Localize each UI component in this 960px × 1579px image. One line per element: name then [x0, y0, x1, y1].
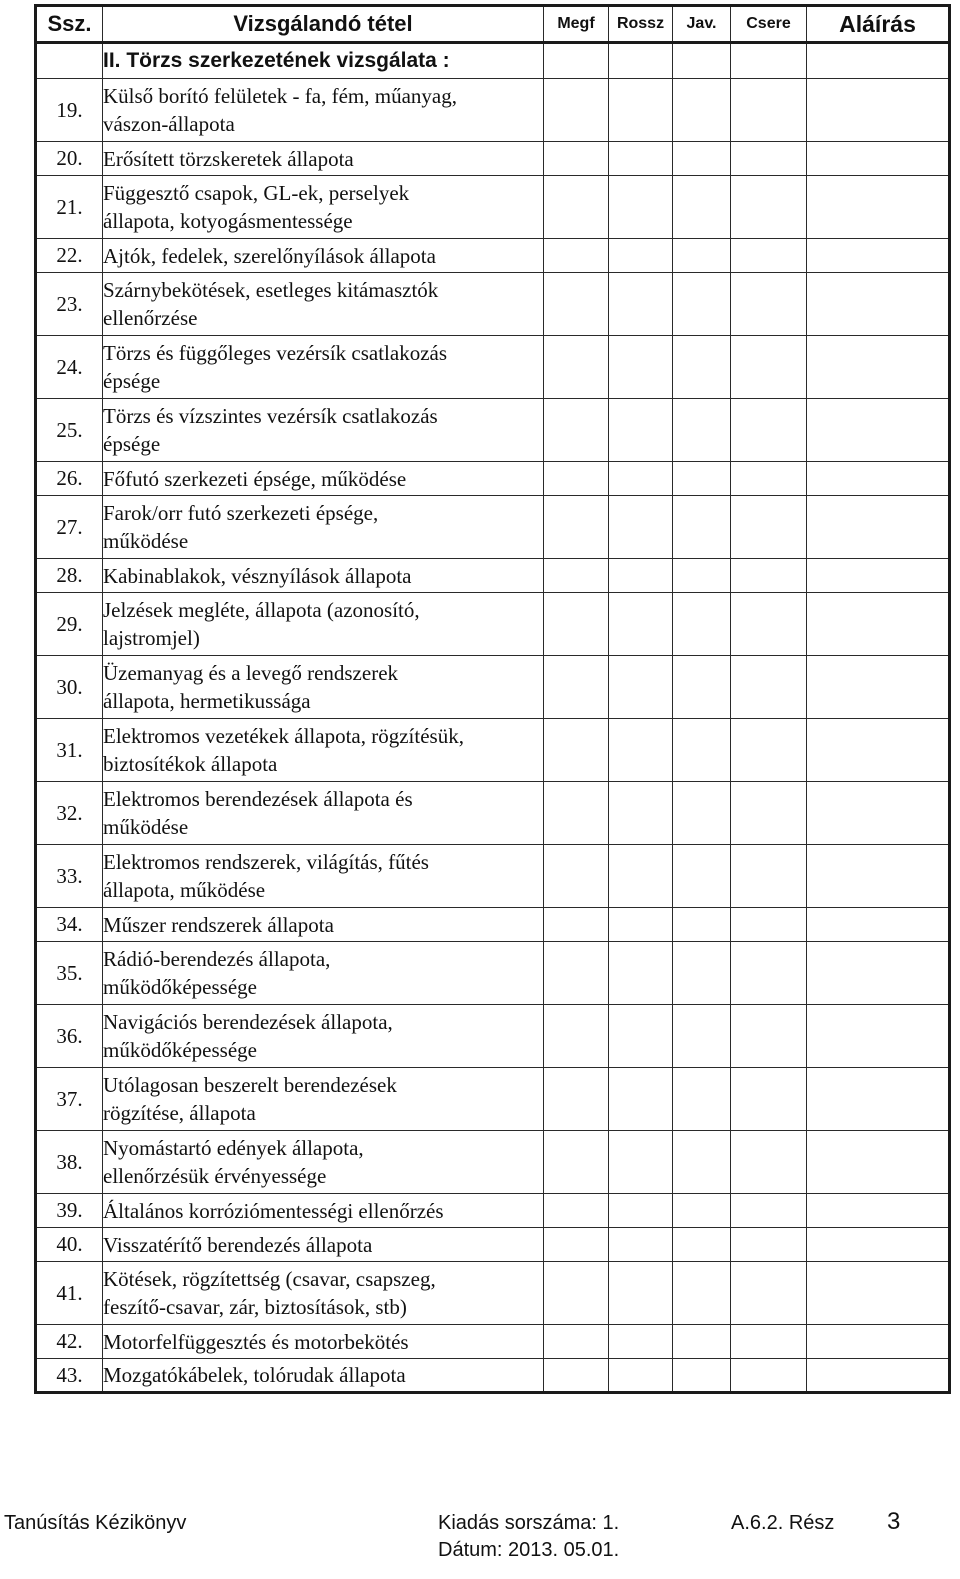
page-footer — [0, 1508, 960, 1568]
row-item — [103, 559, 544, 593]
row-item — [103, 239, 544, 273]
section-title: II. Törzs szerkezetének vizsgálata : — [103, 43, 544, 79]
row-item-line: Törzs és függőleges vezérsík csatlakozás — [103, 341, 448, 365]
row-item-line: ellenőrzésük érvényessége — [103, 1164, 327, 1188]
signature-cell[interactable] — [807, 782, 950, 845]
check-repair-cell[interactable] — [673, 79, 731, 142]
signature-cell[interactable] — [807, 908, 950, 942]
table-row — [36, 1228, 950, 1262]
row-item-line: rögzítése, állapota — [103, 1101, 256, 1125]
check-repair-cell[interactable] — [673, 1228, 731, 1262]
table-row — [36, 1359, 950, 1393]
check-replace-cell[interactable] — [731, 336, 807, 399]
row-number: 34. — [36, 908, 103, 942]
check-replace-cell[interactable] — [731, 142, 807, 176]
row-number: 24. — [36, 336, 103, 399]
table-row — [36, 593, 950, 656]
signature-cell[interactable] — [807, 336, 950, 399]
signature-cell[interactable] — [807, 942, 950, 1005]
row-number: 40. — [36, 1228, 103, 1262]
table-row — [36, 782, 950, 845]
footer-edition: Kiadás sorszáma: 1. — [438, 1512, 620, 1534]
check-bad-cell[interactable] — [609, 559, 673, 593]
row-number: 38. — [36, 1131, 103, 1194]
row-item-line: Jelzések megléte, állapota (azonosító, — [103, 598, 420, 622]
row-number: 39. — [36, 1194, 103, 1228]
row-number: 28. — [36, 559, 103, 593]
check-ok-cell[interactable] — [544, 593, 609, 656]
signature-cell[interactable] — [807, 1194, 950, 1228]
row-item — [103, 942, 544, 1005]
signature-cell[interactable] — [807, 496, 950, 559]
table-row — [36, 1005, 950, 1068]
check-repair-cell[interactable] — [673, 1194, 731, 1228]
row-item-line: állapota, hermetikussága — [103, 689, 311, 713]
check-repair-cell[interactable] — [673, 656, 731, 719]
row-item — [103, 142, 544, 176]
row-item — [103, 496, 544, 559]
check-ok-cell[interactable] — [544, 719, 609, 782]
table-row — [36, 1194, 950, 1228]
check-cell — [609, 43, 673, 79]
row-item — [103, 593, 544, 656]
signature-cell[interactable] — [807, 1228, 950, 1262]
check-ok-cell[interactable] — [544, 399, 609, 462]
footer-page-number: 3 — [887, 1508, 901, 1535]
table-row — [36, 845, 950, 908]
check-replace-cell[interactable] — [731, 1325, 807, 1359]
row-item-line: állapota, kotyogásmentessége — [103, 209, 353, 233]
table-row — [36, 908, 950, 942]
check-bad-cell[interactable] — [609, 719, 673, 782]
check-repair-cell[interactable] — [673, 593, 731, 656]
check-bad-cell[interactable] — [609, 1325, 673, 1359]
check-ok-cell[interactable] — [544, 239, 609, 273]
check-replace-cell[interactable] — [731, 719, 807, 782]
check-replace-cell[interactable] — [731, 176, 807, 239]
row-item-line: Kötések, rögzítettség (csavar, csapszeg, — [103, 1267, 436, 1291]
check-repair-cell[interactable] — [673, 782, 731, 845]
check-ok-cell[interactable] — [544, 142, 609, 176]
row-item — [103, 462, 544, 496]
row-item-line: Rádió-berendezés állapota, — [103, 947, 331, 971]
header-bad: Rossz — [609, 6, 673, 43]
check-replace-cell[interactable] — [731, 559, 807, 593]
row-item-line: Visszatérítő berendezés állapota — [103, 1232, 373, 1257]
check-bad-cell[interactable] — [609, 399, 673, 462]
check-repair-cell[interactable] — [673, 336, 731, 399]
check-cell — [731, 43, 807, 79]
check-ok-cell[interactable] — [544, 1262, 609, 1325]
signature-cell[interactable] — [807, 719, 950, 782]
check-ok-cell[interactable] — [544, 782, 609, 845]
row-item — [103, 399, 544, 462]
footer-manual: Tanúsítás Kézikönyv — [4, 1512, 187, 1534]
row-number: 22. — [36, 239, 103, 273]
row-item-line: ellenőrzése — [103, 306, 198, 330]
check-bad-cell[interactable] — [609, 142, 673, 176]
header-replace: Csere — [731, 6, 807, 43]
check-replace-cell[interactable] — [731, 1131, 807, 1194]
check-ok-cell[interactable] — [544, 1068, 609, 1131]
row-item-line: Elektromos rendszerek, világítás, fűtés — [103, 850, 429, 874]
signature-cell[interactable] — [807, 462, 950, 496]
check-repair-cell[interactable] — [673, 399, 731, 462]
footer-part: A.6.2. Rész — [731, 1512, 835, 1534]
check-bad-cell[interactable] — [609, 1228, 673, 1262]
row-number: 43. — [36, 1359, 103, 1393]
check-ok-cell[interactable] — [544, 1359, 609, 1393]
row-item — [103, 845, 544, 908]
check-bad-cell[interactable] — [609, 239, 673, 273]
row-number: 37. — [36, 1068, 103, 1131]
check-bad-cell[interactable] — [609, 336, 673, 399]
header-signature: Aláírás — [807, 6, 950, 43]
row-item-line: állapota, működése — [103, 878, 266, 902]
row-number: 19. — [36, 79, 103, 142]
row-item-line: Motorfelfüggesztés és motorbekötés — [103, 1329, 409, 1354]
row-item-line: működőképessége — [103, 1038, 257, 1062]
check-bad-cell[interactable] — [609, 1262, 673, 1325]
check-ok-cell[interactable] — [544, 273, 609, 336]
check-repair-cell[interactable] — [673, 719, 731, 782]
check-repair-cell[interactable] — [673, 239, 731, 273]
check-replace-cell[interactable] — [731, 1068, 807, 1131]
header-row — [36, 6, 950, 43]
check-repair-cell[interactable] — [673, 1262, 731, 1325]
row-item-line: Navigációs berendezések állapota, — [103, 1010, 393, 1034]
check-replace-cell[interactable] — [731, 782, 807, 845]
row-item — [103, 656, 544, 719]
table-row — [36, 1262, 950, 1325]
row-number: 21. — [36, 176, 103, 239]
check-repair-cell[interactable] — [673, 1131, 731, 1194]
check-replace-cell[interactable] — [731, 1005, 807, 1068]
row-item-line: Utólagosan beszerelt berendezések — [103, 1073, 397, 1097]
check-replace-cell[interactable] — [731, 1262, 807, 1325]
table-row — [36, 719, 950, 782]
row-item-line: Farok/orr futó szerkezeti épsége, — [103, 501, 379, 525]
row-item-line: Törzs és vízszintes vezérsík csatlakozás — [103, 404, 438, 428]
check-repair-cell[interactable] — [673, 462, 731, 496]
row-item-line: Főfutó szerkezeti épsége, működése — [103, 466, 407, 491]
inspection-table — [34, 4, 951, 1394]
check-cell — [673, 43, 731, 79]
row-number: 29. — [36, 593, 103, 656]
signature-cell[interactable] — [807, 176, 950, 239]
table-row — [36, 142, 950, 176]
row-item — [103, 719, 544, 782]
check-bad-cell[interactable] — [609, 656, 673, 719]
check-ok-cell[interactable] — [544, 1005, 609, 1068]
check-bad-cell[interactable] — [609, 1359, 673, 1393]
check-ok-cell[interactable] — [544, 942, 609, 1005]
check-repair-cell[interactable] — [673, 496, 731, 559]
row-number: 42. — [36, 1325, 103, 1359]
check-replace-cell[interactable] — [731, 496, 807, 559]
row-number: 31. — [36, 719, 103, 782]
row-item — [103, 336, 544, 399]
row-number: 27. — [36, 496, 103, 559]
signature-cell[interactable] — [807, 593, 950, 656]
check-ok-cell[interactable] — [544, 496, 609, 559]
signature-cell[interactable] — [807, 1131, 950, 1194]
row-item-line: Kabinablakok, vésznyílások állapota — [103, 563, 412, 588]
check-bad-cell[interactable] — [609, 496, 673, 559]
check-replace-cell[interactable] — [731, 239, 807, 273]
table-row — [36, 399, 950, 462]
row-item-line: Üzemanyag és a levegő rendszerek — [103, 661, 399, 685]
row-item-line: Elektromos vezetékek állapota, rögzítésük, — [103, 724, 464, 748]
header-item: Vizsgálandó tétel — [103, 6, 544, 43]
row-item-line: Szárnybekötések, esetleges kitámasztók — [103, 278, 439, 302]
check-repair-cell[interactable] — [673, 559, 731, 593]
row-item — [103, 79, 544, 142]
signature-cell[interactable] — [807, 1068, 950, 1131]
row-item-line: működőképessége — [103, 975, 257, 999]
check-bad-cell[interactable] — [609, 1068, 673, 1131]
row-item-line: működése — [103, 815, 189, 839]
row-item — [103, 1005, 544, 1068]
row-item-line: működése — [103, 529, 189, 553]
row-item — [103, 1262, 544, 1325]
row-item — [103, 1068, 544, 1131]
check-repair-cell[interactable] — [673, 942, 731, 1005]
signature-cell[interactable] — [807, 845, 950, 908]
table-row — [36, 462, 950, 496]
signature-cell[interactable] — [807, 1262, 950, 1325]
row-number: 20. — [36, 142, 103, 176]
check-replace-cell[interactable] — [731, 593, 807, 656]
row-item — [103, 1359, 544, 1393]
row-item-line: Műszer rendszerek állapota — [103, 912, 334, 937]
row-item — [103, 1325, 544, 1359]
row-item-line: Mozgatókábelek, tolórudak állapota — [103, 1363, 406, 1387]
signature-cell[interactable] — [807, 273, 950, 336]
check-ok-cell[interactable] — [544, 79, 609, 142]
row-item — [103, 1228, 544, 1262]
check-ok-cell[interactable] — [544, 656, 609, 719]
row-item-line: Általános korróziómentességi ellenőrzés — [103, 1198, 444, 1223]
check-repair-cell[interactable] — [673, 1359, 731, 1393]
row-item-line: Elektromos berendezések állapota és — [103, 787, 413, 811]
check-ok-cell[interactable] — [544, 1194, 609, 1228]
row-item-line: épsége — [103, 432, 161, 456]
check-bad-cell[interactable] — [609, 1131, 673, 1194]
table-row — [36, 1068, 950, 1131]
check-repair-cell[interactable] — [673, 845, 731, 908]
check-ok-cell[interactable] — [544, 1228, 609, 1262]
check-replace-cell[interactable] — [731, 462, 807, 496]
check-replace-cell[interactable] — [731, 1359, 807, 1393]
check-cell — [544, 43, 609, 79]
row-number: 26. — [36, 462, 103, 496]
check-replace-cell[interactable] — [731, 908, 807, 942]
check-replace-cell[interactable] — [731, 1194, 807, 1228]
check-ok-cell[interactable] — [544, 462, 609, 496]
row-number: 32. — [36, 782, 103, 845]
signature-cell[interactable] — [807, 656, 950, 719]
row-item-line: vászon-állapota — [103, 112, 235, 136]
check-bad-cell[interactable] — [609, 593, 673, 656]
check-ok-cell[interactable] — [544, 559, 609, 593]
row-number: 25. — [36, 399, 103, 462]
check-repair-cell[interactable] — [673, 1005, 731, 1068]
signature-cell[interactable] — [807, 399, 950, 462]
signature-cell[interactable] — [807, 79, 950, 142]
row-number: 36. — [36, 1005, 103, 1068]
row-item-line: biztosítékok állapota — [103, 752, 278, 776]
row-item — [103, 782, 544, 845]
check-repair-cell[interactable] — [673, 142, 731, 176]
table-row — [36, 1325, 950, 1359]
table-row — [36, 496, 950, 559]
row-item — [103, 1131, 544, 1194]
signature-cell — [807, 43, 950, 79]
check-repair-cell[interactable] — [673, 176, 731, 239]
table-row — [36, 336, 950, 399]
table-row — [36, 176, 950, 239]
row-item-line: feszítő-csavar, zár, biztosítások, stb) — [103, 1295, 407, 1319]
footer-date: Dátum: 2013. 05.01. — [438, 1539, 620, 1561]
header-repair: Jav. — [673, 6, 731, 43]
check-replace-cell[interactable] — [731, 845, 807, 908]
row-item-line: Ajtók, fedelek, szerelőnyílások állapota — [103, 243, 436, 268]
row-number: 23. — [36, 273, 103, 336]
check-repair-cell[interactable] — [673, 1068, 731, 1131]
row-item-line: Külső borító felületek - fa, fém, műanyag, — [103, 84, 457, 108]
check-ok-cell[interactable] — [544, 176, 609, 239]
check-repair-cell[interactable] — [673, 908, 731, 942]
signature-cell[interactable] — [807, 1005, 950, 1068]
row-item-line: épsége — [103, 369, 161, 393]
check-ok-cell[interactable] — [544, 336, 609, 399]
row-item-line: Nyomástartó edények állapota, — [103, 1136, 364, 1160]
check-replace-cell[interactable] — [731, 399, 807, 462]
row-item — [103, 908, 544, 942]
check-bad-cell[interactable] — [609, 273, 673, 336]
check-bad-cell[interactable] — [609, 845, 673, 908]
signature-cell[interactable] — [807, 142, 950, 176]
row-item-line: Függesztő csapok, GL-ek, perselyek — [103, 181, 410, 205]
section-row — [36, 43, 950, 79]
table-row — [36, 942, 950, 1005]
check-replace-cell[interactable] — [731, 656, 807, 719]
row-item — [103, 176, 544, 239]
table-row — [36, 1131, 950, 1194]
check-bad-cell[interactable] — [609, 1005, 673, 1068]
check-ok-cell[interactable] — [544, 1325, 609, 1359]
row-item — [103, 273, 544, 336]
section-num-cell — [36, 43, 103, 79]
table-row — [36, 273, 950, 336]
check-bad-cell[interactable] — [609, 908, 673, 942]
check-replace-cell[interactable] — [731, 273, 807, 336]
row-item-line: lajstromjel) — [103, 626, 200, 650]
table-row — [36, 559, 950, 593]
check-bad-cell[interactable] — [609, 462, 673, 496]
check-replace-cell[interactable] — [731, 942, 807, 1005]
signature-cell[interactable] — [807, 1359, 950, 1393]
check-replace-cell[interactable] — [731, 1228, 807, 1262]
row-number: 30. — [36, 656, 103, 719]
row-item-line: Erősített törzskeretek állapota — [103, 146, 354, 171]
row-number: 41. — [36, 1262, 103, 1325]
check-ok-cell[interactable] — [544, 845, 609, 908]
check-bad-cell[interactable] — [609, 176, 673, 239]
check-ok-cell[interactable] — [544, 1131, 609, 1194]
signature-cell[interactable] — [807, 559, 950, 593]
check-bad-cell[interactable] — [609, 942, 673, 1005]
table-row — [36, 79, 950, 142]
table-row — [36, 239, 950, 273]
check-bad-cell[interactable] — [609, 782, 673, 845]
check-replace-cell[interactable] — [731, 79, 807, 142]
header-ok: Megf — [544, 6, 609, 43]
check-repair-cell[interactable] — [673, 273, 731, 336]
row-item — [103, 1194, 544, 1228]
check-bad-cell[interactable] — [609, 79, 673, 142]
signature-cell[interactable] — [807, 1325, 950, 1359]
check-ok-cell[interactable] — [544, 908, 609, 942]
signature-cell[interactable] — [807, 239, 950, 273]
check-repair-cell[interactable] — [673, 1325, 731, 1359]
row-number: 35. — [36, 942, 103, 1005]
row-number: 33. — [36, 845, 103, 908]
check-bad-cell[interactable] — [609, 1194, 673, 1228]
header-num: Ssz. — [36, 6, 103, 43]
table-row — [36, 656, 950, 719]
